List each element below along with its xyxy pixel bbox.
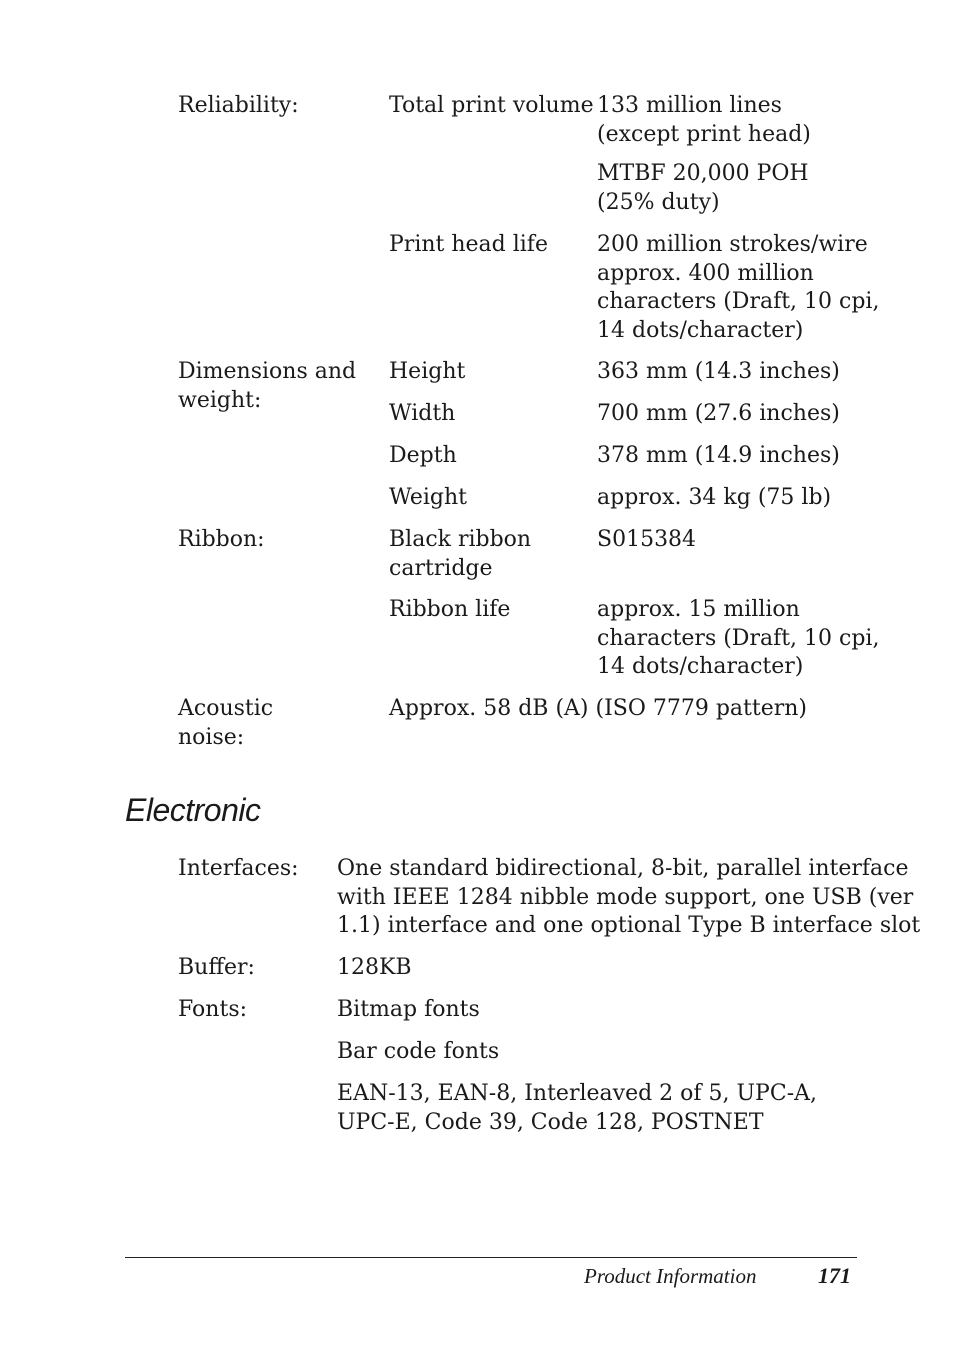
spec-value: S015384 (597, 527, 697, 552)
spec-value: 700 mm (27.6 inches) (597, 401, 840, 426)
spec-item: Print head life (389, 232, 548, 257)
spec-value: 128KB (337, 955, 412, 980)
spec-label: Interfaces: (178, 856, 299, 881)
page-number: 171 (818, 1263, 851, 1288)
spec-value: 133 million lines (except print head) (597, 93, 811, 147)
spec-item: Total print volume (389, 93, 594, 118)
spec-value: One standard bidirectional, 8-bit, parallel interface with IEEE 1284 nibble mode support, one USB (ver 1.1) interface and one optional Type B interface slot (337, 856, 921, 938)
spec-value: Bitmap fonts (337, 997, 480, 1022)
section-title: Electronic (125, 792, 261, 828)
spec-value: 363 mm (14.3 inches) (597, 359, 840, 384)
spec-item: Height (389, 359, 466, 384)
spec-item: Weight (389, 485, 467, 510)
footer-title: Product Information (584, 1264, 757, 1288)
spec-value: EAN-13, EAN-8, Interleaved 2 of 5, UPC-A, UPC-E, Code 39, Code 128, POSTNET (337, 1081, 818, 1135)
spec-item: Ribbon life (389, 597, 511, 622)
spec-value: Bar code fonts (337, 1039, 500, 1064)
spec-value: approx. 34 kg (75 lb) (597, 485, 832, 510)
spec-value: approx. 15 million characters (Draft, 10 cpi, 14 dots/character) (597, 597, 880, 679)
spec-item: Width (389, 401, 456, 426)
spec-label: Fonts: (178, 997, 248, 1022)
spec-label: Ribbon: (178, 527, 265, 552)
spec-item: Black ribbon cartridge (389, 527, 532, 581)
spec-label: Buffer: (178, 955, 255, 980)
spec-value: 200 million strokes/wire approx. 400 million characters (Draft, 10 cpi, 14 dots/character) (597, 232, 880, 343)
spec-label: Dimensions and weight: (178, 359, 357, 413)
spec-value: MTBF 20,000 POH (25% duty) (597, 161, 809, 215)
spec-label: Acoustic noise: (178, 696, 274, 750)
spec-item: Approx. 58 dB (A) (ISO 7779 pattern) (389, 696, 808, 721)
spec-label: Reliability: (178, 93, 299, 118)
spec-item: Depth (389, 443, 457, 468)
spec-value: 378 mm (14.9 inches) (597, 443, 840, 468)
footer-rule (125, 1257, 857, 1258)
